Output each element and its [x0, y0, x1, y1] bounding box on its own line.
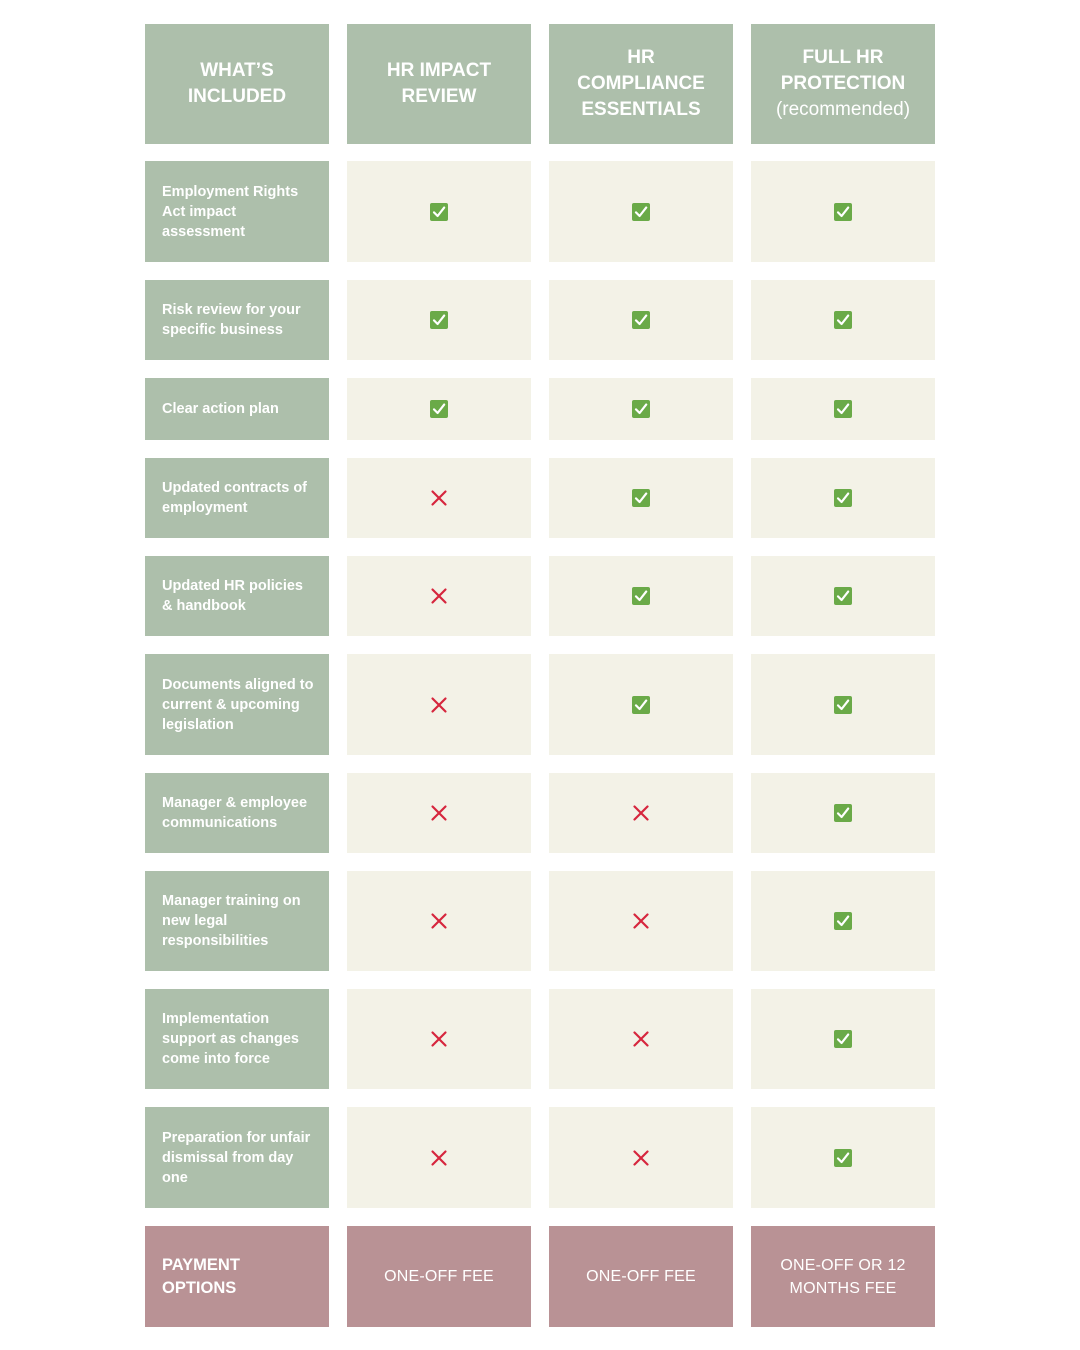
- feature-label: [145, 871, 329, 971]
- column-header: [347, 24, 531, 144]
- header-line: COMPLIANCE ESSENTIALS: [577, 73, 705, 120]
- feature-label: [145, 458, 329, 538]
- feature-cell: [751, 161, 935, 262]
- feature-cell: [549, 458, 733, 538]
- feature-cell: [549, 1107, 733, 1208]
- cross-icon: [430, 912, 448, 930]
- feature-label: [145, 161, 329, 262]
- feature-label: [145, 280, 329, 360]
- feature-label: [145, 773, 329, 853]
- feature-label: [145, 378, 329, 440]
- check-icon: [834, 203, 852, 221]
- column-header: [549, 24, 733, 144]
- feature-label-text: Employment Rights Act impact assessment: [162, 183, 299, 240]
- feature-label: [145, 654, 329, 755]
- feature-cell: [549, 654, 733, 755]
- feature-cell: [347, 458, 531, 538]
- feature-cell: [751, 773, 935, 853]
- cross-icon: [632, 804, 650, 822]
- column-header-text: [387, 58, 491, 110]
- check-icon: [834, 311, 852, 329]
- feature-label-text: Manager training on new legal responsibilities: [162, 893, 301, 949]
- feature-label: [145, 556, 329, 636]
- feature-label: [145, 989, 329, 1089]
- feature-cell: [549, 989, 733, 1089]
- payment-label-text: PAYMENT OPTIONS: [162, 1255, 240, 1297]
- feature-cell: [549, 773, 733, 853]
- feature-cell: [751, 989, 935, 1089]
- column-header-text: [776, 45, 910, 123]
- cross-icon: [430, 1149, 448, 1167]
- check-icon: [632, 400, 650, 418]
- feature-cell: [751, 458, 935, 538]
- check-icon: [632, 696, 650, 714]
- header-line: INCLUDED: [187, 86, 287, 107]
- feature-cell: [751, 378, 935, 440]
- feature-cell: [549, 556, 733, 636]
- feature-cell: [549, 161, 733, 262]
- feature-cell: [751, 556, 935, 636]
- cross-icon: [430, 489, 448, 507]
- payment-option: [347, 1226, 531, 1327]
- payment-option-text: ONE-OFF OR 12 MONTHS FEE: [780, 1256, 906, 1297]
- check-icon: [834, 912, 852, 930]
- column-header-text: [188, 58, 286, 110]
- check-icon: [834, 804, 852, 822]
- check-icon: [834, 489, 852, 507]
- check-icon: [632, 311, 650, 329]
- feature-label-text: Preparation for unfair dismissal from day one: [162, 1129, 311, 1186]
- header-line: WHAT’S: [200, 60, 274, 81]
- check-icon: [834, 587, 852, 605]
- cross-icon: [430, 696, 448, 714]
- feature-cell: [549, 378, 733, 440]
- check-icon: [834, 1030, 852, 1048]
- feature-cell: [347, 378, 531, 440]
- payment-option-text: ONE-OFF FEE: [586, 1268, 696, 1285]
- feature-label: [145, 1107, 329, 1208]
- header-line: PROTECTION: [780, 73, 906, 94]
- column-header-text: [559, 45, 723, 123]
- check-icon: [632, 489, 650, 507]
- cross-icon: [430, 587, 448, 605]
- feature-cell: [751, 654, 935, 755]
- cross-icon: [632, 912, 650, 930]
- payment-label: [145, 1226, 329, 1327]
- feature-cell: [549, 871, 733, 971]
- feature-cell: [347, 773, 531, 853]
- header-line: HR IMPACT: [386, 60, 492, 81]
- column-header: [145, 24, 329, 144]
- feature-cell: [347, 1107, 531, 1208]
- feature-cell: [751, 1107, 935, 1208]
- check-icon: [430, 311, 448, 329]
- feature-label-text: Manager & employee communications: [162, 795, 308, 831]
- header-line: FULL HR: [802, 47, 884, 68]
- check-icon: [430, 203, 448, 221]
- feature-label-text: Documents aligned to current & upcoming legislation: [162, 676, 314, 733]
- header-line: REVIEW: [401, 86, 477, 107]
- feature-cell: [347, 871, 531, 971]
- cross-icon: [430, 1030, 448, 1048]
- check-icon: [834, 696, 852, 714]
- feature-cell: [347, 161, 531, 262]
- feature-cell: [347, 280, 531, 360]
- feature-cell: [347, 654, 531, 755]
- cross-icon: [430, 804, 448, 822]
- payment-option: [751, 1226, 935, 1327]
- feature-label-text: Clear action plan: [162, 401, 279, 417]
- feature-cell: [347, 556, 531, 636]
- header-subtitle: (recommended): [775, 99, 911, 120]
- feature-label-text: Updated HR policies & handbook: [162, 578, 303, 614]
- cross-icon: [632, 1030, 650, 1048]
- feature-cell: [549, 280, 733, 360]
- feature-cell: [751, 871, 935, 971]
- cross-icon: [632, 1149, 650, 1167]
- check-icon: [430, 400, 448, 418]
- feature-cell: [347, 989, 531, 1089]
- check-icon: [834, 1149, 852, 1167]
- feature-cell: [751, 280, 935, 360]
- column-header: [751, 24, 935, 144]
- payment-option-text: ONE-OFF FEE: [384, 1268, 494, 1285]
- feature-label-text: Implementation support as changes come into force: [162, 1011, 299, 1067]
- check-icon: [834, 400, 852, 418]
- feature-label-text: Updated contracts of employment: [162, 480, 308, 516]
- payment-option: [549, 1226, 733, 1327]
- header-line: HR: [627, 47, 655, 68]
- check-icon: [632, 587, 650, 605]
- check-icon: [632, 203, 650, 221]
- feature-label-text: Risk review for your specific business: [162, 302, 301, 338]
